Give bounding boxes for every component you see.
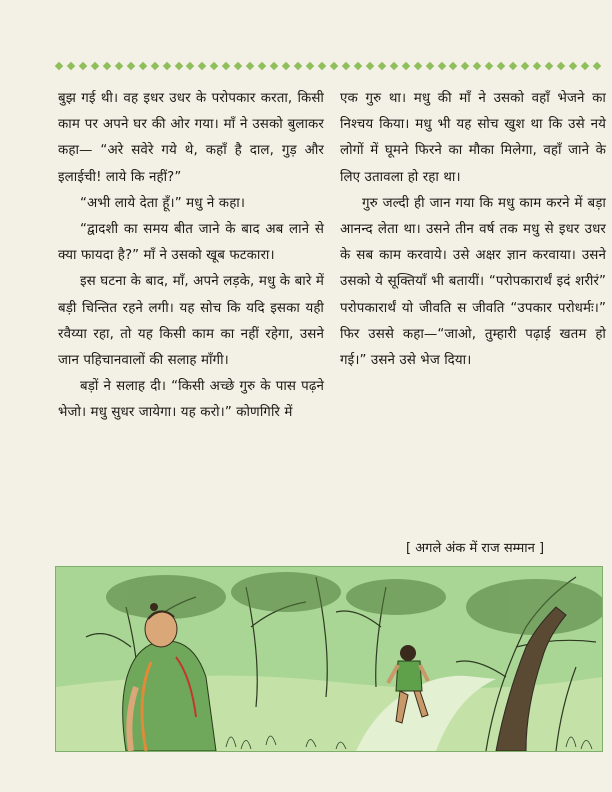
border-diamond	[473, 62, 481, 70]
border-diamond	[485, 62, 493, 70]
border-diamond	[294, 62, 302, 70]
border-diamond	[557, 62, 565, 70]
border-diamond	[461, 62, 469, 70]
border-diamond	[150, 62, 158, 70]
paragraph: “अभी लाये देता हूँ।” मधु ने कहा।	[80, 195, 246, 211]
border-diamond	[174, 62, 182, 70]
border-diamond	[437, 62, 445, 70]
border-diamond	[425, 62, 433, 70]
border-diamond	[401, 62, 409, 70]
paragraph: बड़ों ने सलाह दी। “किसी अच्छे गुरु के पास पढ़ने भेजो। मधु सुधर जायेगा। यह करो।” कोणगिरि में	[58, 379, 324, 421]
border-diamond	[115, 62, 123, 70]
border-diamond	[282, 62, 290, 70]
border-diamond	[366, 62, 374, 70]
decorative-border	[56, 60, 600, 72]
border-diamond	[521, 62, 529, 70]
border-diamond	[497, 62, 505, 70]
border-diamond	[55, 62, 63, 70]
border-diamond	[569, 62, 577, 70]
border-diamond	[67, 62, 75, 70]
border-diamond	[354, 62, 362, 70]
border-diamond	[270, 62, 278, 70]
paragraph: एक गुरु था। मधु की माँ ने उसको वहाँ भेजने का निश्चय किया। मधु भी यह सोच खुश था कि उसे नये लोगों में घूमने फिरने का मौका मिलेगा, वहाँ जाने के लिए उतावला हो रहा था।	[340, 91, 606, 185]
border-diamond	[509, 62, 517, 70]
border-diamond	[234, 62, 242, 70]
border-diamond	[377, 62, 385, 70]
border-diamond	[210, 62, 218, 70]
paragraph: गुरु जल्दी ही जान गया कि मधु काम करने में बड़ा आनन्द लेता था। उसने तीन वर्ष तक मधु से इधर उधर के सब काम करवाये। उसे अक्षर ज्ञान करवाया। उसने उसको ये सूक्तियाँ भी बतायीं। “परोपकारार्थं इदं शरीरं” परोपकारार्थं यो जीवति स जीवति “उपकार परोधर्मः।” फिर उससे कहा—“जाओ, तुम्हारी पढ़ाई खतम हो गई।” उसने उसे भेज दिया।	[340, 195, 606, 369]
border-diamond	[342, 62, 350, 70]
border-diamond	[79, 62, 87, 70]
border-diamond	[533, 62, 541, 70]
border-diamond	[186, 62, 194, 70]
border-diamond	[545, 62, 553, 70]
right-column	[340, 86, 606, 374]
border-diamond	[449, 62, 457, 70]
continuation-note: [ अगले अंक में राज सम्मान ]	[406, 541, 545, 556]
paragraph: बुझ गई थी। वह इधर उधर के परोपकार करता, किसी काम पर अपने घर की ओर गया। माँ ने उसको बुलाकर कहा— “अरे सवेरे गये थे, कहाँ है दाल, गुड़ और इलाईची! लाये कि नहीं?”	[58, 91, 324, 185]
left-column	[58, 86, 324, 427]
paragraph: इस घटना के बाद, माँ, अपने लड़के, मधु के बारे में बड़ी चिन्तित रहने लगी। यह सोच कि यदि इसका यही रवैय्या रहा, तो यह किसी काम का नहीं रहेगा, उसने जान पहिचानवालों की सलाह माँगी।	[58, 274, 324, 369]
border-diamond	[330, 62, 338, 70]
border-diamond	[126, 62, 134, 70]
border-diamond	[318, 62, 326, 70]
border-diamond	[246, 62, 254, 70]
border-diamond	[413, 62, 421, 70]
border-diamond	[222, 62, 230, 70]
forest-scene-image	[56, 567, 602, 751]
border-diamond	[103, 62, 111, 70]
border-diamond	[91, 62, 99, 70]
border-diamond	[198, 62, 206, 70]
paragraph: “द्वादशी का समय बीत जाने के बाद अब लाने से क्या फायदा है?” माँ ने उसको खूब फटकारा।	[58, 222, 324, 264]
border-diamond	[389, 62, 397, 70]
border-diamond	[138, 62, 146, 70]
border-diamond	[258, 62, 266, 70]
border-diamond	[306, 62, 314, 70]
story-illustration	[55, 566, 603, 752]
border-diamond	[162, 62, 170, 70]
border-diamond	[581, 62, 589, 70]
border-diamond	[593, 62, 601, 70]
